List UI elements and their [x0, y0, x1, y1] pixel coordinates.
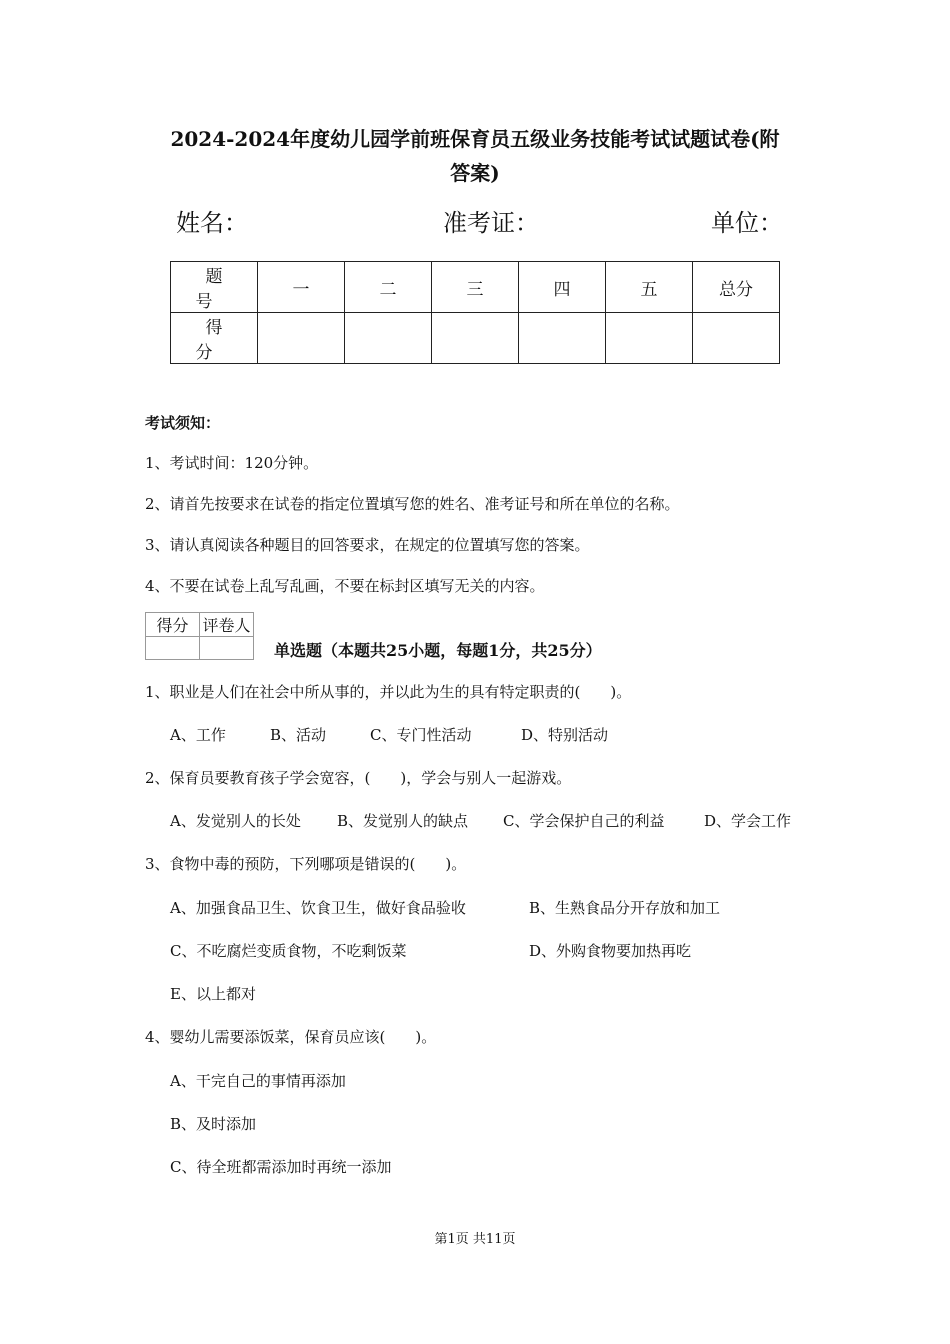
option-a[interactable]: A、工作 — [170, 726, 226, 744]
score-header-cell: 题 号 — [171, 262, 258, 313]
score-cell[interactable] — [345, 313, 432, 364]
question-stem: 4、婴幼儿需要添饭菜，保育员应该( )。 — [145, 1028, 437, 1046]
option-e[interactable]: E、以上都对 — [170, 985, 256, 1003]
option-d[interactable]: D、学会工作 — [704, 812, 792, 830]
score-header-cell: 五 — [606, 262, 693, 313]
exam-title — [130, 122, 820, 190]
title-line-1: 2024-2024年度幼儿园学前班保育员五级业务技能考试试题试卷(附 — [170, 127, 780, 151]
option-c[interactable]: C、待全班都需添加时再统一添加 — [170, 1158, 392, 1176]
name-field-label: 姓名： — [176, 209, 248, 237]
grader-score-label: 得分 — [146, 613, 200, 637]
score-header-cell: 三 — [432, 262, 519, 313]
question-stem: 2、保育员要教育孩子学会宽容，( )，学会与别人一起游戏。 — [145, 769, 572, 787]
score-header-cell: 四 — [519, 262, 606, 313]
page-footer: 第1页 共11页 — [434, 1232, 516, 1247]
notice-item: 2、请首先按要求在试卷的指定位置填写您的姓名、准考证号和所在单位的名称。 — [145, 495, 680, 513]
notice-title: 考试须知： — [145, 414, 221, 432]
grader-reviewer-cell[interactable] — [200, 637, 254, 660]
grader-box — [145, 612, 254, 660]
notice-item: 3、请认真阅读各种题目的回答要求，在规定的位置填写您的答案。 — [145, 536, 590, 554]
grader-score-cell[interactable] — [146, 637, 200, 660]
option-d[interactable]: D、外购食物要加热再吃 — [529, 942, 692, 960]
score-table-score-row — [171, 313, 780, 364]
grader-reviewer-label: 评卷人 — [200, 613, 254, 637]
question-stem: 1、职业是人们在社会中所从事的，并以此为生的具有特定职责的( )。 — [145, 683, 632, 701]
question-stem: 3、食物中毒的预防，下列哪项是错误的( )。 — [145, 855, 467, 873]
score-cell[interactable] — [693, 313, 780, 364]
score-table-header-row — [171, 262, 780, 313]
score-header-cell: 二 — [345, 262, 432, 313]
unit-field-label: 单位： — [711, 209, 783, 237]
score-header-cell: 总分 — [693, 262, 780, 313]
option-b[interactable]: B、生熟食品分开存放和加工 — [529, 899, 721, 917]
option-c[interactable]: C、专门性活动 — [370, 726, 472, 744]
score-table — [170, 261, 780, 364]
score-cell[interactable] — [606, 313, 693, 364]
notice-item: 4、不要在试卷上乱写乱画，不要在标封区填写无关的内容。 — [145, 577, 545, 595]
option-b[interactable]: B、活动 — [270, 726, 327, 744]
score-cell[interactable] — [432, 313, 519, 364]
title-line-2: 答案) — [450, 161, 500, 185]
section-title: 单选题（本题共25小题，每题1分，共25分） — [274, 641, 602, 660]
option-a[interactable]: A、发觉别人的长处 — [170, 812, 301, 830]
option-c[interactable]: C、不吃腐烂变质食物，不吃剩饭菜 — [170, 942, 407, 960]
notice-item: 1、考试时间：120分钟。 — [145, 454, 319, 472]
option-c[interactable]: C、学会保护自己的利益 — [503, 812, 665, 830]
score-header-cell: 一 — [258, 262, 345, 313]
option-a[interactable]: A、加强食品卫生、饮食卫生，做好食品验收 — [170, 899, 466, 917]
exam-id-field-label: 准考证： — [443, 209, 539, 237]
option-b[interactable]: B、及时添加 — [170, 1115, 257, 1133]
option-b[interactable]: B、发觉别人的缺点 — [337, 812, 469, 830]
option-a[interactable]: A、干完自己的事情再添加 — [170, 1072, 346, 1090]
score-cell[interactable] — [519, 313, 606, 364]
option-d[interactable]: D、特别活动 — [521, 726, 609, 744]
score-row-label: 得 分 — [171, 313, 258, 364]
